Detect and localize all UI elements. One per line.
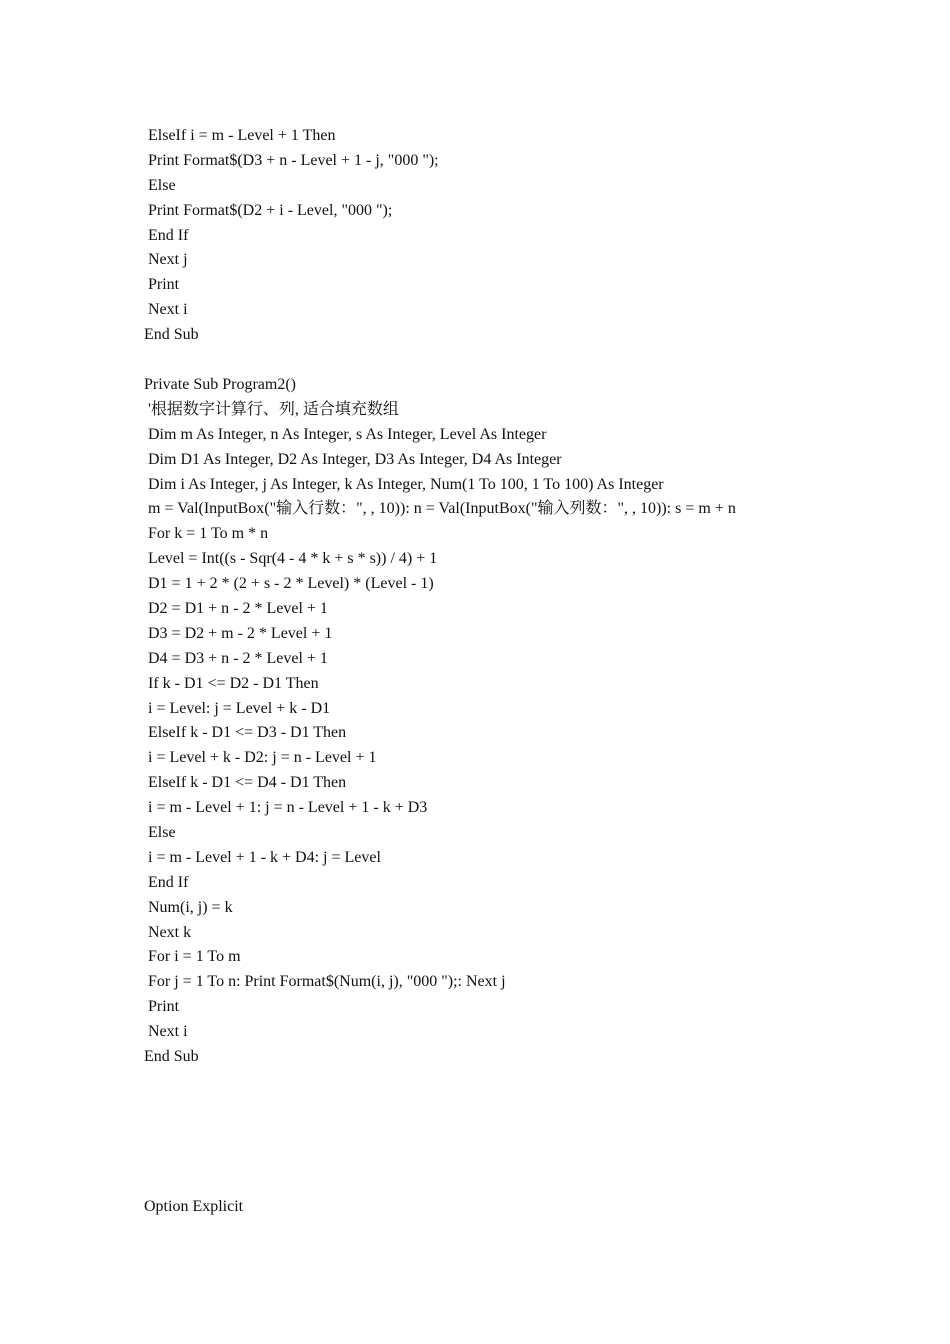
code-line: Else <box>144 176 176 194</box>
code-line: m = Val(InputBox("输入行数：", , 10)): n = Val(InputBox("输入列数：", , 10)): s = m + n <box>144 500 736 518</box>
code-line: ElseIf i = m - Level + 1 Then <box>144 127 336 144</box>
code-line: i = m - Level + 1 - k + D4: j = Level <box>144 848 381 866</box>
code-line: ElseIf k - D1 <= D4 - D1 Then <box>144 774 347 792</box>
code-line: For j = 1 To n: Print Format$(Num(i, j), "000 ");: Next j <box>144 973 506 991</box>
code-line: End If <box>144 873 189 891</box>
code-block-program1-tail <box>144 124 439 348</box>
code-line: Print <box>144 276 180 294</box>
code-line: Next j <box>144 251 188 269</box>
code-line: Num(i, j) = k <box>144 898 233 916</box>
code-line: Dim D1 As Integer, D2 As Integer, D3 As Integer, D4 As Integer <box>144 450 562 468</box>
code-line: i = m - Level + 1: j = n - Level + 1 - k + D3 <box>144 799 428 817</box>
code-line: Next k <box>144 923 192 941</box>
code-line: Next i <box>144 301 188 319</box>
code-line: Print Format$(D2 + i - Level, "000 "); <box>144 201 393 219</box>
code-line: D1 = 1 + 2 * (2 + s - 2 * Level) * (Level - 1) <box>144 575 434 593</box>
code-line: End If <box>144 226 189 244</box>
code-block-option-explicit <box>144 1195 243 1220</box>
code-line: Dim m As Integer, n As Integer, s As Integer, Level As Integer <box>144 425 547 443</box>
code-line: '根据数字计算行、列, 适合填充数组 <box>144 400 399 418</box>
code-line: i = Level: j = Level + k - D1 <box>144 699 331 717</box>
code-line: Else <box>144 824 176 842</box>
code-line: End Sub <box>144 326 199 344</box>
code-line: Level = Int((s - Sqr(4 - 4 * k + s * s)) / 4) + 1 <box>144 550 438 568</box>
code-line: For k = 1 To m * n <box>144 525 269 543</box>
code-line: Print Format$(D3 + n - Level + 1 - j, "000 "); <box>144 151 439 169</box>
code-block-program2 <box>144 373 736 1070</box>
code-line: D3 = D2 + m - 2 * Level + 1 <box>144 624 333 642</box>
code-line: D4 = D3 + n - 2 * Level + 1 <box>144 649 328 667</box>
code-line: Option Explicit <box>144 1198 244 1215</box>
code-line: If k - D1 <= D2 - D1 Then <box>144 674 319 692</box>
code-line: i = Level + k - D2: j = n - Level + 1 <box>144 749 377 767</box>
code-line: Print <box>144 998 180 1016</box>
code-line: Private Sub Program2() <box>144 376 296 393</box>
code-line: D2 = D1 + n - 2 * Level + 1 <box>144 600 328 618</box>
code-line: Dim i As Integer, j As Integer, k As Integer, Num(1 To 100, 1 To 100) As Integer <box>144 475 664 493</box>
code-line: End Sub <box>144 1048 199 1066</box>
code-line: For i = 1 To m <box>144 948 241 966</box>
code-line: ElseIf k - D1 <= D3 - D1 Then <box>144 724 347 742</box>
code-line: Next i <box>144 1023 188 1041</box>
